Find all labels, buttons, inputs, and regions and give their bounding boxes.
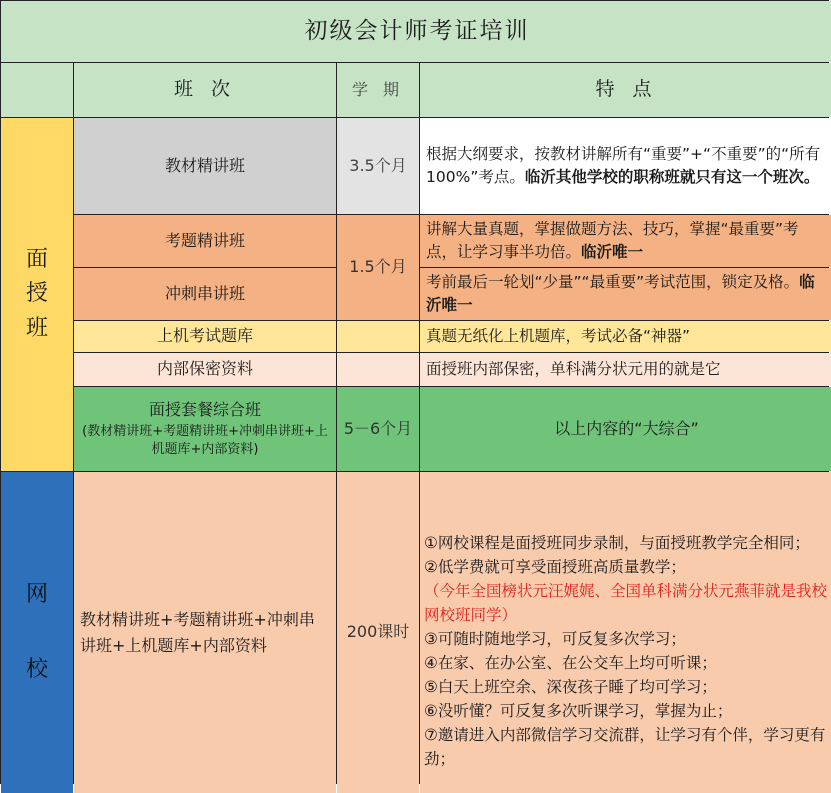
feature-highlight: （今年全国榜状元汪娓娓、全国单科满分状元燕菲就是我校网校班同学） xyxy=(424,581,828,624)
section-char: 班 xyxy=(25,315,48,341)
section-char: 网 xyxy=(25,582,48,608)
page-title: 初级会计师考证培训 xyxy=(1,1,831,62)
feature-exam xyxy=(420,215,831,267)
feature-point: ①网校课程是面授班同步录制，与面授班教学完全相同； xyxy=(424,533,810,552)
header-corner xyxy=(1,63,73,117)
feature-sprint xyxy=(420,268,831,320)
period-combo: 5－6个月 xyxy=(337,387,419,471)
period-computer xyxy=(337,321,419,352)
period-textbook: 3.5个月 xyxy=(337,118,419,214)
class-textbook: 教材精讲班 xyxy=(74,118,336,214)
class-combo xyxy=(74,387,336,471)
feature-point: ⑥没听懂？可反复多次听课学习，掌握为止； xyxy=(424,701,733,720)
section-char: 校 xyxy=(25,656,48,682)
class-computer: 上机考试题库 xyxy=(74,321,336,352)
feature-combo: 以上内容的“大综合” xyxy=(420,387,831,471)
feature-text: 讲解大量真题，掌握做题方法、技巧，掌握“最重要”考点，让学习事半功倍。 xyxy=(426,219,799,261)
class-exam: 考题精讲班 xyxy=(74,215,336,267)
class-sprint: 冲刺串讲班 xyxy=(74,268,336,320)
feature-point: ⑦邀请进入内部微信学习交流群，让学习有个伴，学习更有劲； xyxy=(424,725,826,768)
combo-contents: (教材精讲班+考题精讲班+冲刺串讲班+上机题库+内部资料) xyxy=(82,423,328,458)
section-char: 授 xyxy=(25,281,48,307)
period-online: 200课时 xyxy=(337,472,419,793)
header-class: 班 次 xyxy=(74,63,336,117)
section-char: 面 xyxy=(25,247,48,273)
header-period: 学 期 xyxy=(337,63,419,117)
period-internal xyxy=(337,353,419,386)
header-features: 特 点 xyxy=(420,63,831,117)
section-online-label xyxy=(1,472,73,793)
feature-point: ②低学费就可享受面授班高质量教学； xyxy=(424,557,686,576)
feature-text: 根据大纲要求，按教材讲解所有“重要”+“不重要”的“所有100%”考点。 xyxy=(426,144,821,186)
feature-point: ④在家、在办公室、在公交车上均可听课； xyxy=(424,653,717,672)
feature-emphasis: 临沂其他学校的职称班就只有这一个班次。 xyxy=(524,168,820,186)
feature-emphasis: 临沂唯一 xyxy=(581,243,644,261)
feature-online-list xyxy=(420,472,831,793)
feature-emphasis: 临沂唯一 xyxy=(426,272,815,314)
feature-computer: 真题无纸化上机题库，考试必备“神器” xyxy=(420,321,831,352)
combo-name: 面授套餐综合班 xyxy=(148,399,261,419)
section-in-person-label xyxy=(1,118,73,471)
feature-textbook xyxy=(420,118,831,214)
class-internal: 内部保密资料 xyxy=(74,353,336,386)
class-online: 教材精讲班+考题精讲班+冲刺串讲班+上机题库+内部资料 xyxy=(74,472,336,793)
feature-point: ③可随时随地学习，可反复多次学习； xyxy=(424,629,686,648)
feature-point: ⑤白天上班空余、深夜孩子睡了均可学习； xyxy=(424,677,717,696)
feature-internal: 面授班内部保密，单科满分状元用的就是它 xyxy=(420,353,831,386)
period-exam-sprint: 1.5个月 xyxy=(337,215,419,320)
feature-text: 考前最后一轮划“少量”“最重要”考试范围，锁定及格。 xyxy=(426,272,800,291)
